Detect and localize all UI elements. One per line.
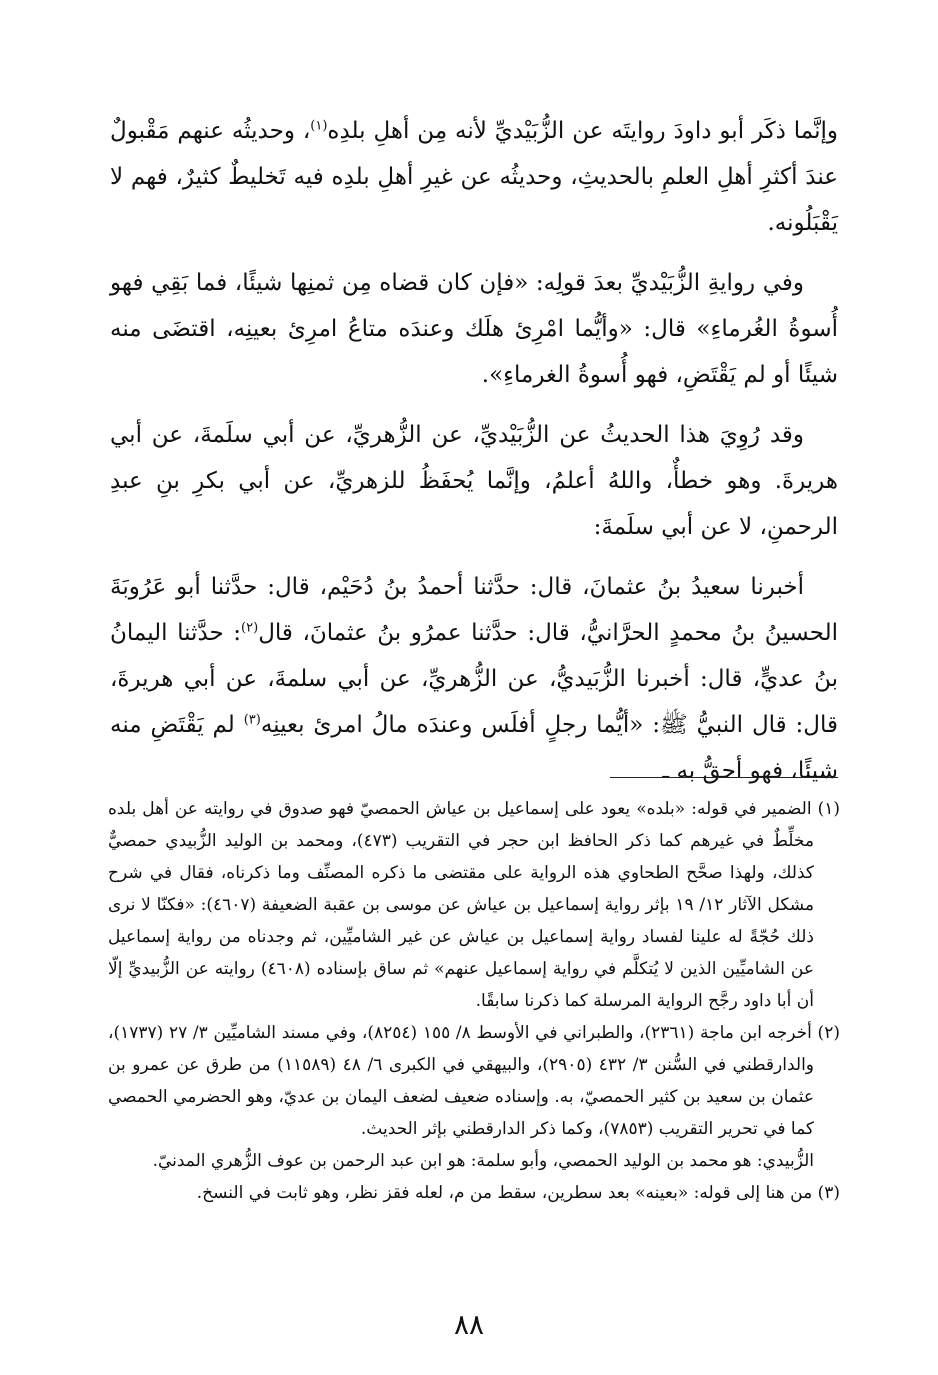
paragraph-4-rest: لم يَقْتَضِ منه شيئًا، فهو أحقُّ به ـ xyxy=(110,712,838,784)
paragraph-1-rest: ، وحديثُه عنهم مَقْبولٌ عندَ أكثرِ أهلِ العلمِ بالحديثِ، وحديثُه عن غيرِ أهلِ بلدِه فيه تَخليطٌ كثيرٌ، فهم لا يَقْبَلُونه. xyxy=(110,118,838,236)
footnote-ref-1: (١) xyxy=(310,118,328,134)
footnote-3: (٣) من هنا إلى قوله: «بعينه» بعد سطرين، سقط من م، لعله فقز نظر، وهو ثابت في النسخ. xyxy=(196,1183,840,1203)
paragraph-2: وفي روايةِ الزُّبَيْديِّ بعدَ قولِه: «فإن كان قضاه مِن ثمنِها شيئًا، فما بَقِي فهو أُسوةُ الغُرماءِ» قال: «وأيُّما امْرِئ هلَك وعندَه متاعُ امرِئ بعينِه، اقتضَى منه شيئًا أو لم يَقْتَضِ، فهو أُسوةُ الغرماءِ». xyxy=(110,270,838,388)
paragraph-1 xyxy=(110,108,838,246)
page-number: ٨٨ xyxy=(453,1308,485,1341)
footnote-1: (١) الضمير في قوله: «بلده» يعود على إسماعيل بن عياش الحمصيّ فهو صدوق في روايته عن أهل بلده مخلِّطٌ في غيرهم كما ذكر الحافظ ابن حجر في التقريب (٤٧٣)، ومحمد بن الوليد الزُّبيدي حمصيٌّ كذلك، ولهذا صحَّح الطحاوي هذه الرواية على مقتضى ما ذكره المصنِّف وما ذكرناه، فقال في شرح مشكل الآثار ١٢/ ١٩ بإثر رواية إسماعيل بن عياش عن موسى بن عقبة الضعيفة (٤٦٠٧): «فكنّا لا نرى ذلك حُجّةً له علينا لفساد رواية إسماعيل بن عياش عن غير الشاميِّين، ثم وجدناه من رواية إسماعيل عن الشاميِّين الذين لا يُتكلَّم في رواية إسماعيل عنهم» ثم ساق بإسناده (٤٦٠٨) روايته عن الزُّبيديِّ إلّا أن أبا داود رجَّح الرواية المرسلة كما ذكرنا سابقًا. xyxy=(108,799,840,1011)
footnote-ref-2: (٢) xyxy=(241,620,259,636)
main-text xyxy=(110,108,838,808)
footnotes xyxy=(108,793,840,1209)
footnote-2-continuation: الزُّبيدي: هو محمد بن الوليد الحمصي، وأبو سلمة: هو ابن عبد الرحمن بن عوف الزُّهري المدنيّ. xyxy=(152,1151,814,1171)
paragraph-4-text: أخبرنا سعيدُ بنُ عثمانَ، قال: حدَّثنا أحمدُ بنُ دُحَيْم، قال: حدَّثنا أبو عَرُوبَةَ الحسينُ بنُ محمدٍ الحرَّانيُّ، قال: حدَّثنا عمرُو بنُ عثمانَ، قال xyxy=(110,574,839,646)
footnote-ref-3: (٣) xyxy=(243,712,261,728)
footnote-2: (٢) أخرجه ابن ماجة (٢٣٦١)، والطبراني في الأوسط ٨/ ١٥٥ (٨٢٥٤)، وفي مسند الشاميِّين ٣/ ٢٧ (١٧٣٧)، والدارقطني في السُّنن ٣/ ٤٣٢ (٢٩٠٥)، والبيهقي في الكبرى ٦/ ٤٨ (١١٥٨٩) من طرق عن عمرو بن عثمان بن سعيد بن كثير الحمصيّ، به. وإسناده ضعيف لضعف اليمان بن عديّ، وهو الحضرمي الحمصي كما في تحرير التقريب (٧٨٥٣)، وكما ذكر الدارقطني بإثر الحديث. xyxy=(108,1023,840,1139)
paragraph-3: وقد رُوِيَ هذا الحديثُ عن الزُّبَيْديِّ، عن الزُّهريِّ، عن أبي سلَمةَ، عن أبي هريرةَ. وهو خطأٌ، واللهُ أعلمُ، وإنَّما يُحفَظُ للزهريِّ، عن أبي بكرِ بنِ عبدِ الرحمنِ، لا عن أبي سلَمةَ: xyxy=(110,422,838,540)
paragraph-4-mid: : حدَّثنا اليمانُ بنُ عديٍّ، قال: أخبرنا الزُّبَيديُّ، عن الزُّهريِّ، عن أبي سلمةَ، عن أبي هريرةَ، قال: قال النبيُّ ﷺ: «أيُّما رجلٍ أفلَس وعندَه مالُ امرئ بعينِه xyxy=(110,620,838,738)
footnote-divider xyxy=(610,777,838,778)
paragraph-4 xyxy=(110,564,838,794)
paragraph-1-text: وإنَّما ذكَر أبو داودَ روايتَه عن الزُّبَيْديِّ لأنه مِن أهلِ بلدِه xyxy=(327,118,838,144)
